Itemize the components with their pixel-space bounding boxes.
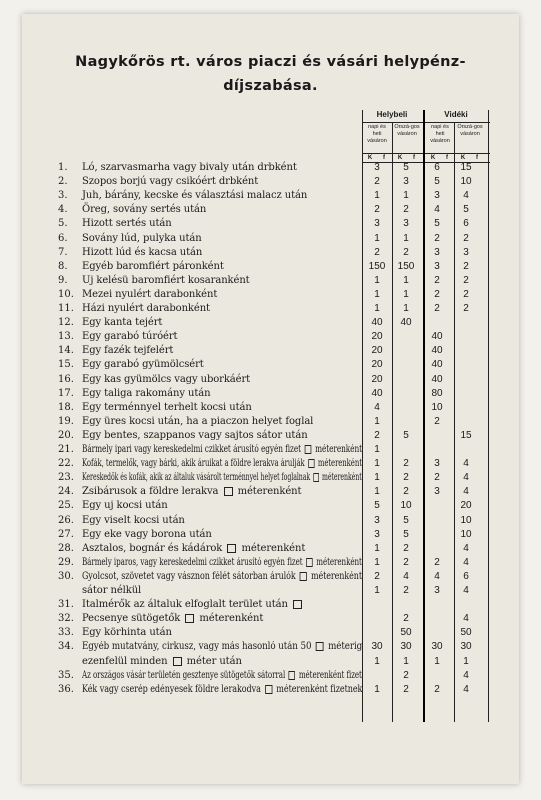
row-description: Egy eke vagy borona után (82, 528, 212, 540)
fee-value: 2 (434, 683, 440, 695)
table-row (22, 176, 519, 188)
table-row (22, 359, 519, 371)
row-number: 35. (58, 669, 74, 681)
unit-k: K (460, 155, 466, 161)
fee-value: 2 (463, 260, 469, 272)
fee-value: 1 (403, 190, 409, 202)
table-row (22, 275, 519, 287)
row-number: 25. (58, 500, 74, 512)
fee-value: 2 (403, 683, 409, 695)
fee-value: 3 (374, 218, 380, 230)
fee-value: 30 (460, 641, 472, 653)
row-number: 8. (58, 260, 68, 272)
row-description: Egy garabó gyümölcsért (82, 359, 204, 371)
row-description: Szopos borjú vagy csikóért drbként (82, 176, 259, 188)
square-meter-icon (173, 657, 182, 666)
fee-value: 4 (374, 401, 380, 413)
fee-value: 3 (463, 246, 469, 258)
fee-value: 3 (374, 514, 380, 526)
fee-value: 20 (371, 359, 383, 371)
fee-value: 1 (403, 274, 409, 286)
fee-value: 30 (431, 641, 443, 653)
fee-value: 40 (431, 331, 443, 343)
fee-value: 10 (460, 176, 472, 188)
square-meter-icon (300, 572, 307, 581)
fee-value: 6 (434, 162, 440, 173)
fee-value: 4 (463, 458, 469, 470)
fee-value: 3 (434, 246, 440, 258)
fee-value: 1 (403, 288, 409, 300)
table-row (22, 641, 519, 653)
row-number: 27. (58, 528, 74, 540)
fee-value: 150 (368, 260, 386, 272)
fee-value: 20 (371, 331, 383, 343)
fee-value: 40 (431, 373, 443, 385)
row-number: 5. (58, 218, 68, 230)
document-sheet (22, 14, 519, 784)
table-row (22, 571, 519, 583)
document-title-line1: Nagykőrös rt. város piaczi és vásári helypénz- (75, 54, 466, 70)
fee-value: 50 (400, 627, 412, 639)
square-meter-icon (185, 614, 194, 623)
row-description: ezenfelül minden méter után (82, 655, 242, 667)
square-meter-icon (308, 459, 314, 468)
table-row (22, 599, 519, 611)
fee-value: 2 (434, 232, 440, 244)
row-number: 6. (58, 232, 68, 244)
fee-value: 1 (374, 683, 380, 695)
fee-value: 3 (374, 528, 380, 540)
fee-value: 20 (371, 345, 383, 357)
row-description: Egyéb baromfiért páronként (82, 260, 224, 272)
square-meter-icon (316, 642, 324, 651)
fee-value: 2 (403, 669, 409, 681)
fee-value: 1 (374, 486, 380, 498)
table-rule (362, 122, 490, 123)
row-number: 7. (58, 246, 68, 258)
table-row (22, 472, 519, 484)
table-row (22, 261, 519, 273)
fee-value: 5 (403, 514, 409, 526)
row-description: Házi nyulért darabonként (82, 303, 210, 314)
square-meter-icon (227, 544, 236, 553)
fee-value: 1 (374, 415, 380, 427)
fee-value: 15 (460, 162, 472, 173)
fee-value: 2 (403, 458, 409, 470)
fee-value: 2 (463, 288, 469, 300)
fee-value: 20 (371, 373, 383, 385)
fee-value: 1 (374, 288, 380, 300)
fee-value: 4 (463, 585, 469, 596)
fee-value: 1 (403, 303, 409, 314)
table-row (22, 402, 519, 414)
fee-value: 6 (463, 570, 469, 582)
table-row (22, 331, 519, 343)
fee-value: 3 (403, 218, 409, 230)
row-description: Gyolcsot, szövetet vagy vásznon félét sátorban árulók méterenként (82, 570, 363, 582)
header-outside-daily: napi és heti vásáron (430, 124, 450, 144)
unit-f: f (476, 155, 478, 161)
row-number: 29. (58, 556, 74, 568)
row-number: 1. (58, 162, 68, 173)
row-number: 12. (58, 317, 74, 329)
table-row (22, 374, 519, 386)
square-meter-icon (305, 445, 312, 454)
row-description: Bármely ipari vagy kereskedelmi czikket árusító egyén fizet méterenként (82, 444, 363, 455)
header-local-daily: napi és heti vásáron (367, 124, 387, 144)
square-meter-icon (293, 600, 302, 609)
fee-value: 1 (434, 655, 440, 667)
header-outside: Vidéki (444, 110, 468, 119)
row-number: 23. (58, 472, 74, 484)
row-number: 3. (58, 190, 68, 202)
table-row (22, 613, 519, 625)
row-number: 31. (58, 599, 74, 611)
row-description: Az országos vásár területén gesztenye sütögetők sátorral méterenként fizet (82, 669, 362, 681)
row-number: 28. (58, 542, 74, 554)
row-description: Hizott lúd és kacsa után (82, 246, 203, 258)
fee-value: 15 (460, 429, 472, 441)
fee-value: 1 (374, 655, 380, 667)
row-number: 10. (58, 288, 74, 300)
fee-value: 1 (463, 655, 469, 667)
fee-value: 5 (403, 528, 409, 540)
row-description: Asztalos, bognár és kádárok méterenként (82, 542, 306, 554)
fee-value: 2 (434, 556, 440, 568)
table-row (22, 233, 519, 245)
header-outside-country: Orszá-gos vásáron (457, 124, 483, 137)
table-row (22, 684, 519, 696)
row-number: 13. (58, 331, 74, 343)
row-number: 11. (58, 303, 74, 314)
fee-value: 2 (374, 204, 380, 216)
row-number: 4. (58, 204, 68, 216)
table-row (22, 162, 519, 174)
fee-value: 1 (374, 274, 380, 286)
fee-value: 40 (431, 345, 443, 357)
row-number: 19. (58, 415, 74, 427)
fee-value: 2 (403, 613, 409, 625)
fee-value: 2 (434, 288, 440, 300)
row-description: Egy terménnyel terhelt kocsi után (82, 401, 252, 413)
row-description: Pecsenye sütögetők méterenként (82, 613, 264, 625)
fee-value: 40 (400, 317, 412, 329)
row-description: Hizott sertés után (82, 218, 172, 230)
fee-value: 4 (403, 570, 409, 582)
row-number: 30. (58, 570, 74, 582)
unit-f: f (383, 155, 385, 161)
document-title-line2: díjszabása. (223, 78, 318, 94)
fee-value: 2 (434, 415, 440, 427)
table-row (22, 585, 519, 597)
fee-value: 2 (403, 585, 409, 596)
fee-value: 2 (403, 204, 409, 216)
row-description: sátor nélkül (82, 585, 142, 596)
table-row (22, 444, 519, 456)
fee-value: 1 (403, 232, 409, 244)
fee-value: 2 (403, 486, 409, 498)
fee-value: 30 (400, 641, 412, 653)
fee-value: 5 (463, 204, 469, 216)
fee-value: 3 (434, 190, 440, 202)
fee-value: 2 (463, 274, 469, 286)
row-description: Öreg, sovány sertés után (82, 204, 207, 216)
fee-value: 1 (374, 542, 380, 554)
fee-value: 4 (463, 472, 469, 484)
fee-value: 1 (374, 232, 380, 244)
row-number: 16. (58, 373, 74, 385)
fee-value: 5 (403, 429, 409, 441)
fee-value: 2 (463, 232, 469, 244)
row-description: Ló, szarvasmarha vagy bivaly után drbként (82, 162, 297, 173)
row-description: Egyéb mutatvány, cirkusz, vagy más hasonló után 50 méterig (82, 641, 363, 653)
fee-value: 1 (374, 458, 380, 470)
table-row (22, 656, 519, 668)
row-number: 33. (58, 627, 74, 639)
row-number: 24. (58, 486, 74, 498)
row-number: 14. (58, 345, 74, 357)
table-row (22, 543, 519, 555)
table-row (22, 388, 519, 400)
row-description: Egy uj kocsi után (82, 500, 168, 512)
square-meter-icon (224, 487, 233, 496)
row-description: Juh, bárány, kecske és választási malacz után (82, 190, 308, 202)
unit-f: f (413, 155, 415, 161)
row-description: Zsibárusok a földre lerakva méterenként (82, 486, 302, 498)
fee-value: 1 (374, 585, 380, 596)
row-number: 9. (58, 274, 68, 286)
row-description: Uj kelésü baromfiért kosaranként (82, 274, 250, 286)
fee-value: 4 (463, 556, 469, 568)
fee-value: 1 (374, 556, 380, 568)
fee-value: 2 (463, 303, 469, 314)
fee-value: 10 (460, 528, 472, 540)
table-row (22, 247, 519, 259)
unit-k: K (367, 155, 373, 161)
square-meter-icon (265, 685, 272, 694)
table-row (22, 218, 519, 230)
fee-value: 5 (434, 176, 440, 188)
row-number: 20. (58, 429, 74, 441)
fee-value: 3 (434, 486, 440, 498)
fee-value: 6 (463, 218, 469, 230)
fee-value: 1 (374, 190, 380, 202)
table-row (22, 317, 519, 329)
row-number: 32. (58, 613, 74, 625)
table-row (22, 190, 519, 202)
fee-value: 1 (374, 444, 380, 455)
table-row (22, 515, 519, 527)
fee-value: 5 (403, 162, 409, 173)
row-description: Egy taliga rakomány után (82, 387, 211, 399)
header-local-country: Orszá-gos vásáron (394, 124, 420, 137)
header-local: Helybeli (376, 110, 408, 119)
table-row (22, 486, 519, 498)
table-row (22, 500, 519, 512)
fee-value: 2 (374, 570, 380, 582)
fee-value: 2 (403, 246, 409, 258)
fee-value: 4 (463, 486, 469, 498)
row-number: 18. (58, 401, 74, 413)
fee-value: 10 (460, 514, 472, 526)
row-number: 26. (58, 514, 74, 526)
fee-value: 10 (400, 500, 412, 512)
fee-value: 2 (374, 176, 380, 188)
row-description: Kék vagy cserép edényesek földre lerakodva méterenként fizetnek (82, 683, 363, 695)
fee-value: 1 (403, 655, 409, 667)
row-description: Kofák, termelők, vagy bárki, akik áruikat a földre lerakva árulják méterenként (82, 458, 362, 470)
table-row (22, 557, 519, 569)
fee-value: 1 (374, 303, 380, 314)
row-description: Egy kas gyümölcs vagy uborkáért (82, 373, 251, 385)
fee-value: 3 (403, 176, 409, 188)
table-row (22, 627, 519, 639)
fee-value: 2 (403, 472, 409, 484)
fee-value: 2 (374, 429, 380, 441)
row-description: Egy üres kocsi után, ha a piaczon helyet foglal (82, 415, 314, 427)
row-description: Kereskedők és kofák, akik az általuk vásárolt terménnyel helyet foglalnak méterenként (82, 472, 362, 484)
unit-f: f (446, 155, 448, 161)
fee-value: 40 (371, 317, 383, 329)
row-description: Egy garabó túróért (82, 331, 178, 343)
fee-value: 20 (460, 500, 472, 512)
fee-value: 4 (463, 683, 469, 695)
fee-value: 40 (431, 359, 443, 371)
row-number: 22. (58, 458, 74, 470)
row-description: Egy viselt kocsi után (82, 514, 185, 526)
fee-value: 2 (403, 542, 409, 554)
table-row (22, 529, 519, 541)
fee-value: 4 (463, 669, 469, 681)
row-description: Egy fazék tejfelért (82, 345, 174, 357)
table-row (22, 289, 519, 301)
fee-value: 2 (403, 556, 409, 568)
unit-k: K (430, 155, 436, 161)
fee-value: 4 (463, 542, 469, 554)
fee-value: 3 (434, 260, 440, 272)
row-description: Mezei nyulért darabonként (82, 288, 218, 300)
row-number: 2. (58, 176, 68, 188)
fee-value: 5 (374, 500, 380, 512)
table-row (22, 416, 519, 428)
fee-value: 4 (434, 204, 440, 216)
fee-value: 50 (460, 627, 472, 639)
row-number: 36. (58, 683, 74, 695)
fee-value: 150 (397, 260, 415, 272)
row-description: Italmérők az általuk elfoglalt terület után (82, 599, 304, 611)
table-row (22, 303, 519, 315)
fee-value: 1 (374, 472, 380, 484)
table-row (22, 204, 519, 216)
fee-value: 2 (434, 274, 440, 286)
fee-value: 3 (374, 162, 380, 173)
table-row (22, 430, 519, 442)
fee-value: 3 (434, 458, 440, 470)
fee-value: 4 (463, 190, 469, 202)
fee-value: 3 (434, 585, 440, 596)
square-meter-icon (313, 473, 319, 482)
row-number: 34. (58, 641, 74, 653)
table-rule (362, 153, 490, 154)
row-description: Bármely iparos, vagy kereskedelmi czikket árusító egyén fizet méterenként (82, 556, 362, 568)
row-description: Egy körhinta után (82, 627, 172, 639)
row-description: Egy bentes, szappanos vagy sajtos sátor után (82, 429, 308, 441)
fee-value: 10 (431, 401, 443, 413)
fee-value: 30 (371, 641, 383, 653)
fee-value: 4 (463, 613, 469, 625)
fee-value: 40 (371, 387, 383, 399)
row-number: 17. (58, 387, 74, 399)
row-description: Egy kanta tejért (82, 317, 163, 329)
fee-value: 80 (431, 387, 443, 399)
fee-value: 5 (434, 218, 440, 230)
square-meter-icon (289, 671, 295, 680)
square-meter-icon (306, 558, 312, 567)
fee-value: 2 (374, 246, 380, 258)
row-number: 21. (58, 444, 74, 455)
row-number: 15. (58, 359, 74, 371)
table-row (22, 345, 519, 357)
fee-value: 4 (434, 570, 440, 582)
unit-k: K (397, 155, 403, 161)
row-description: Sovány lúd, pulyka után (82, 232, 202, 244)
fee-value: 2 (434, 303, 440, 314)
fee-value: 2 (434, 472, 440, 484)
table-row (22, 670, 519, 682)
table-row (22, 458, 519, 470)
